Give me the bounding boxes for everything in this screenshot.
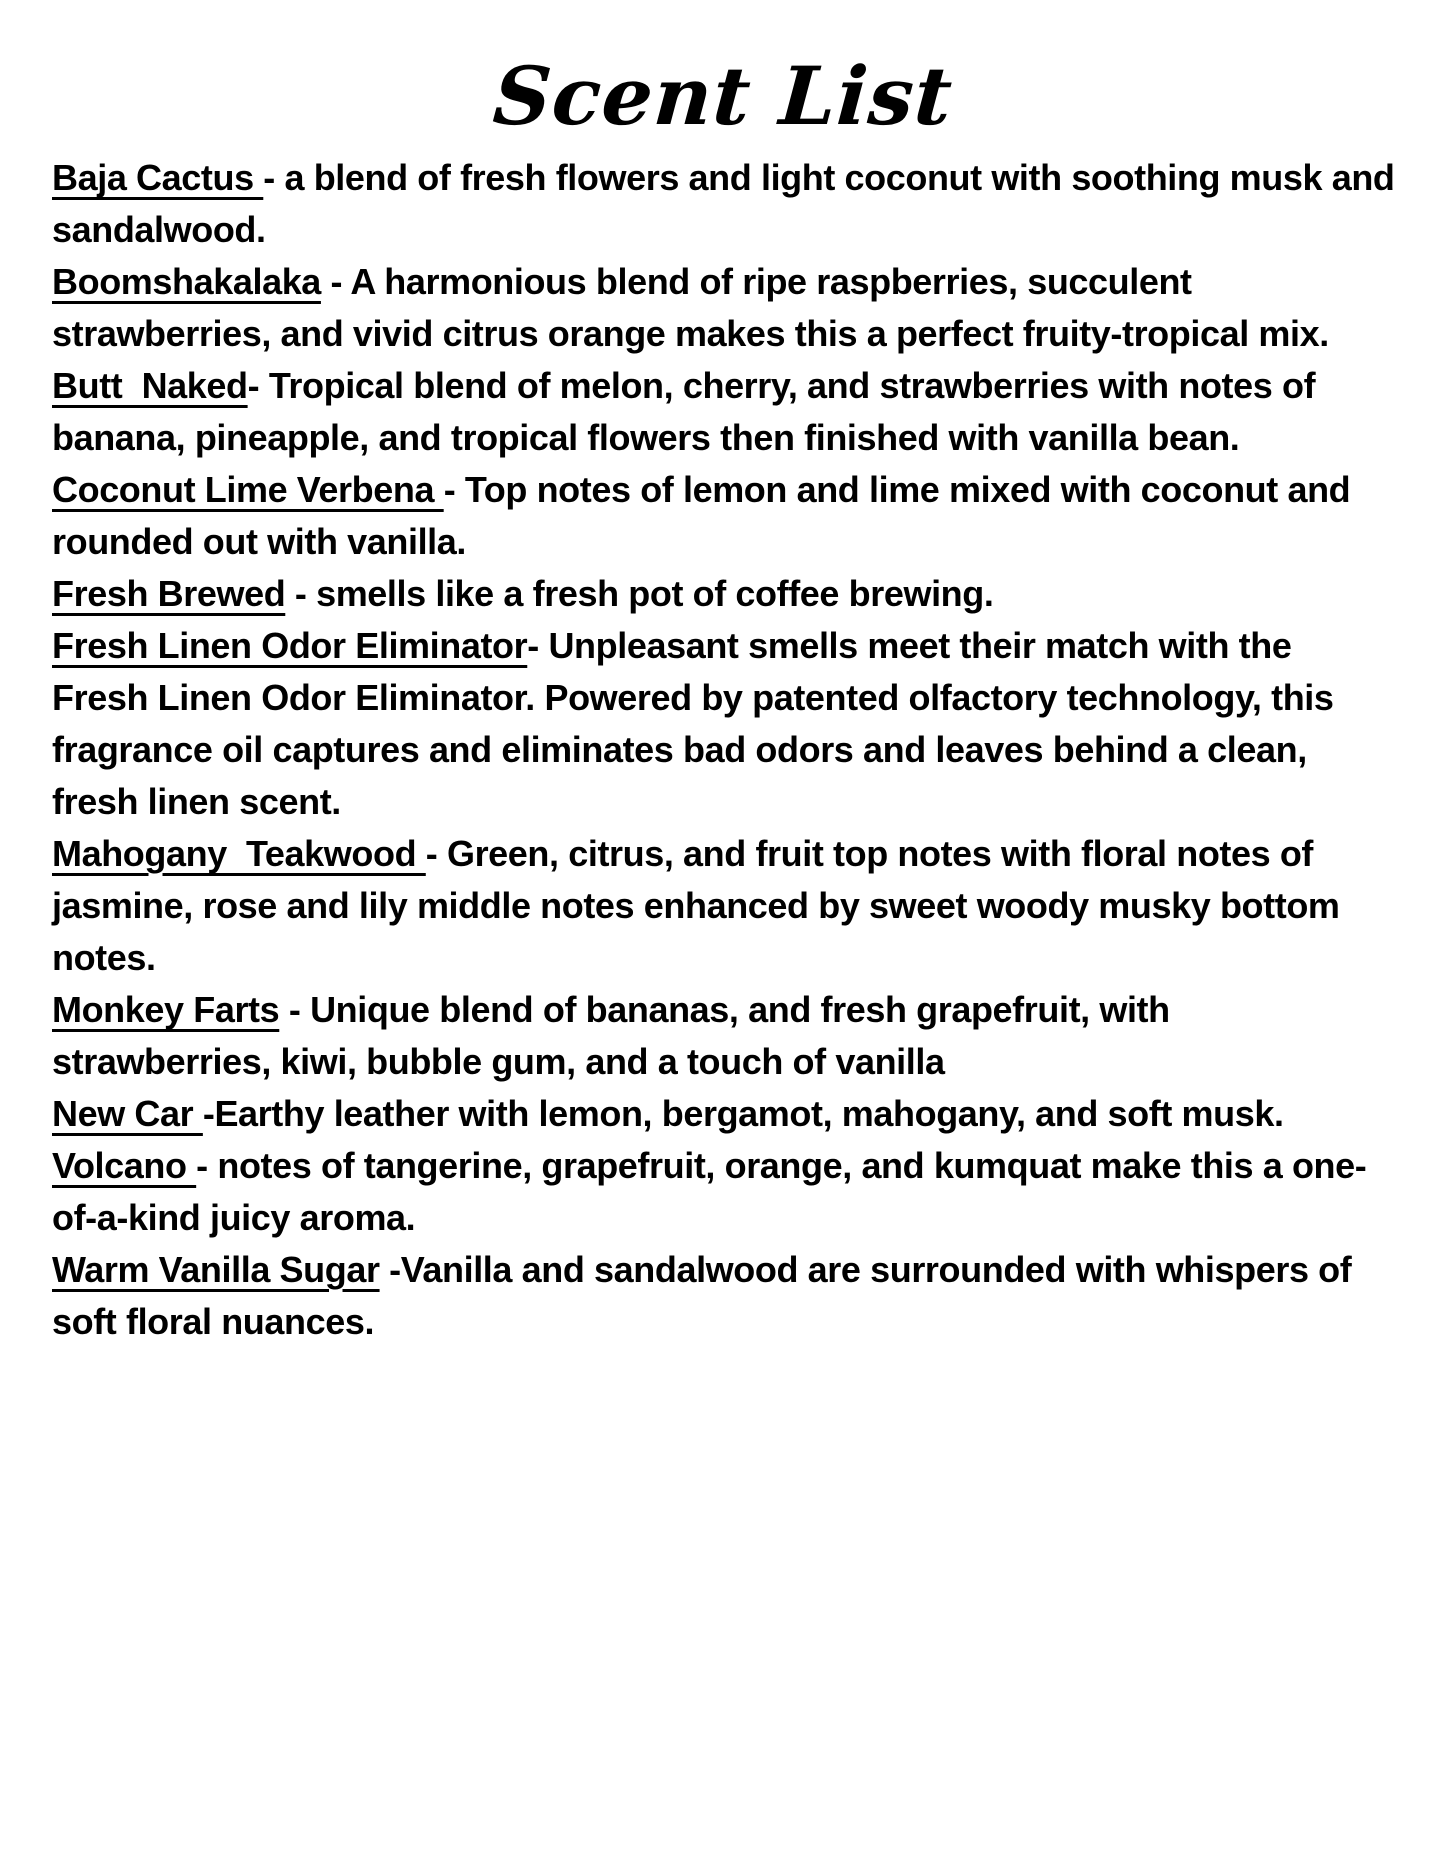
scent-name: Volcano <box>52 1145 197 1186</box>
scent-item <box>52 1244 1397 1348</box>
scent-item <box>52 464 1397 568</box>
scent-description: - Tropical blend of melon, cherry, and strawberries with notes of banana, pineapple, and tropical flowers then finished with vanilla bean. <box>52 365 1325 458</box>
scent-description: - Green, citrus, and fruit top notes with floral notes of jasmine, rose and lily middle notes enhanced by sweet woody musky bottom notes. <box>52 833 1350 978</box>
scent-name: New Car <box>52 1093 203 1134</box>
scent-item <box>52 360 1397 464</box>
scent-name: Fresh Linen Odor Eliminator <box>52 625 528 666</box>
scent-description: - A harmonious blend of ripe raspberries, succulent strawberries, and vivid citrus orange makes this a perfect fruity-tropical mix. <box>52 261 1329 354</box>
scent-name: Coconut Lime Verbena <box>52 469 444 510</box>
scent-name: Boomshakalaka <box>52 261 321 302</box>
scent-item <box>52 568 1397 620</box>
scent-name: Mahogany Teakwood <box>52 833 426 874</box>
page-title: Scent List <box>490 49 956 143</box>
scent-item <box>52 828 1397 984</box>
scent-list <box>52 152 1405 1348</box>
scent-name: Monkey Farts <box>52 989 280 1030</box>
scent-description: -Earthy leather with lemon, bergamot, mahogany, and soft musk. <box>202 1093 1284 1134</box>
scent-item <box>52 1088 1397 1140</box>
scent-description: - a blend of fresh flowers and light coconut with soothing musk and sandalwood. <box>52 157 1405 250</box>
scent-description: -Vanilla and sandalwood are surrounded with whispers of soft floral nuances. <box>52 1249 1361 1342</box>
scent-item <box>52 1140 1397 1244</box>
scent-name: Baja Cactus <box>52 157 264 198</box>
scent-description: - Unique blend of bananas, and fresh grapefruit, with strawberries, kiwi, bubble gum, and a touch of vanilla <box>52 989 1180 1082</box>
scent-name: Fresh Brewed <box>52 573 286 614</box>
scent-description: - Top notes of lemon and lime mixed with coconut and rounded out with vanilla. <box>52 469 1360 562</box>
scent-item <box>52 620 1397 828</box>
scent-description: - smells like a fresh pot of coffee brewing. <box>285 573 994 614</box>
scent-name: Butt Naked <box>52 365 248 406</box>
scent-item <box>52 152 1405 256</box>
scent-description: - notes of tangerine, grapefruit, orange, and kumquat make this a one-of-a-kind juicy aroma. <box>52 1145 1367 1238</box>
scent-item <box>52 256 1397 360</box>
scent-name: Warm Vanilla Sugar <box>52 1249 380 1290</box>
scent-item <box>52 984 1397 1088</box>
scent-description: - Unpleasant smells meet their match with the Fresh Linen Odor Eliminator. Powered by patented olfactory technology, this fragrance oil captures and eliminates bad odors and leaves behind a clean, fresh linen scent. <box>52 625 1344 822</box>
